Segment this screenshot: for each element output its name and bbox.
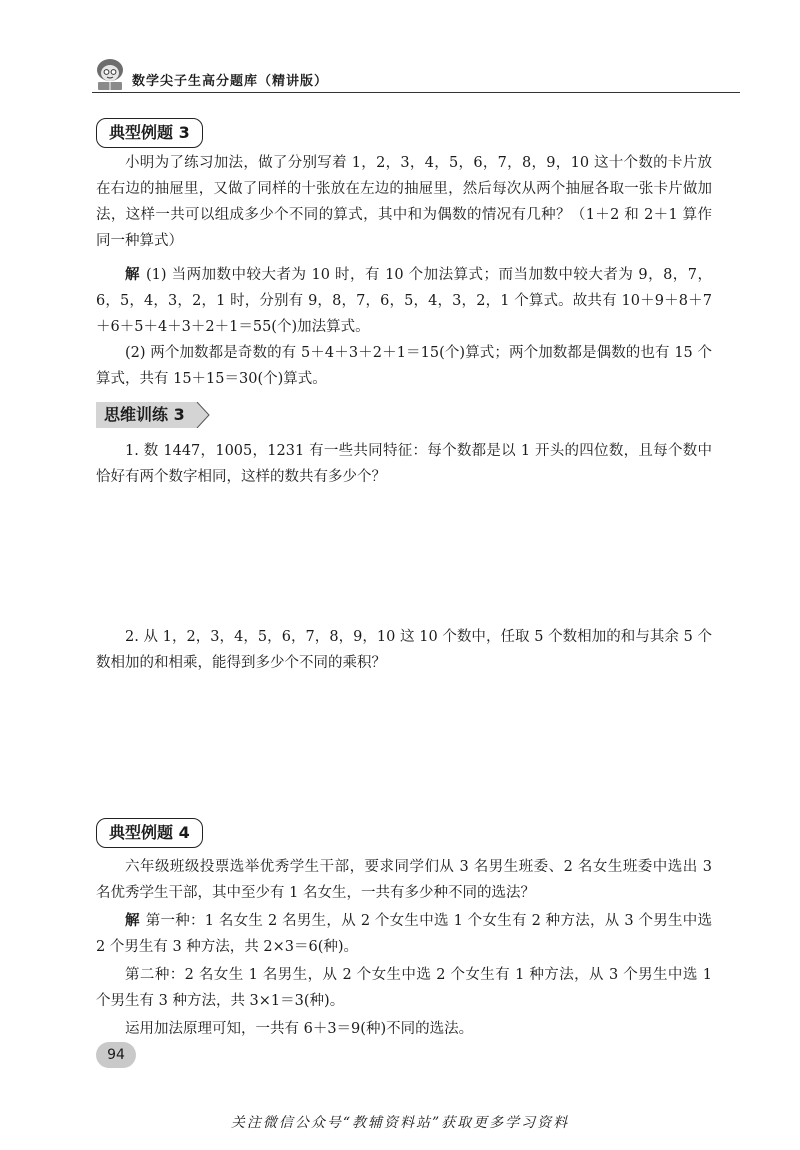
training-3-question-2: 2. 从 1，2，3，4，5，6，7，8，9，10 这 10 个数中，任取 5 个数相加的和与其余 5 个数相加的和相乘，能得到多少个不同的乘积？ [96, 629, 712, 671]
training-3-label-text: 思维训练 3 [96, 402, 193, 428]
example-4-solution-2: 第二种：2 名女生 1 名男生，从 2 个女生中选 2 个女生有 1 种方法，从 3 个男生中选 1 个男生有 3 种方法，共 3×1＝3(种)。 [96, 967, 712, 1009]
training-3-question-1: 1. 数 1447，1005，1231 有一些共同特征：每个数都是以 1 开头的四位数，且每个数中恰好有两个数字相同，这样的数共有多少个？ [96, 443, 712, 485]
footer-note: 关注微信公众号“教辅资料站”获取更多学习资料 [230, 1115, 570, 1131]
solution-label: 解 [125, 267, 140, 283]
example-3-solution-1 [96, 262, 712, 340]
example-4-solution-1 [96, 908, 712, 960]
header-divider [92, 92, 740, 93]
mascot-logo-icon [92, 56, 128, 92]
page-number: 94 [96, 1042, 136, 1068]
page-header [92, 56, 732, 96]
example-3-solution-2: (2) 两个加数都是奇数的有 5＋4＋3＋2＋1＝15(个)算式；两个加数都是偶数的也有 15 个算式，共有 15＋15＝30(个)算式。 [96, 345, 712, 387]
example-4-problem: 六年级班级投票选举优秀学生干部，要求同学们从 3 名男生班委、2 名女生班委中选出 3 名优秀学生干部，其中至少有 1 名女生，一共有多少种不同的选法？ [96, 859, 712, 901]
arrow-tab-icon [193, 402, 211, 428]
training-3-label [96, 402, 193, 428]
example-3-problem: 小明为了练习加法，做了分别写着 1，2，3，4，5，6，7，8，9，10 这十个数的卡片放在右边的抽屉里，又做了同样的十张放在左边的抽屉里，然后每次从两个抽屉各取一张卡片做加法，这样一共可以组成多少个不同的算式，其中和为偶数的情况有几种？（1＋2 和 2＋1 算作同一种算式） [96, 155, 712, 249]
example-4-label: 典型例题 4 [96, 818, 203, 848]
example-4-solution-1-text: 第一种：1 名女生 2 名男生，从 2 个女生中选 1 个女生有 2 种方法，从 3 个男生中选 2 个男生有 3 种方法，共 2×3＝6(种)。 [96, 913, 712, 955]
example-3-solution-1-text: (1) 当两加数中较大者为 10 时，有 10 个加法算式；而当加数中较大者为 9，8，7，6，5，4，3，2，1 时，分别有 9，8，7，6，5，4，3，2，1 个算式。故共有 10＋9＋8＋7＋6＋5＋4＋3＋2＋1＝55(个)加法算式。 [96, 267, 712, 335]
book-title: 数学尖子生高分题库（精讲版） [132, 74, 329, 89]
example-4-solution-3: 运用加法原理可知，一共有 6＋3＝9(种)不同的选法。 [125, 1021, 474, 1037]
solution-label: 解 [125, 913, 140, 929]
example-3-label: 典型例题 3 [96, 118, 203, 148]
